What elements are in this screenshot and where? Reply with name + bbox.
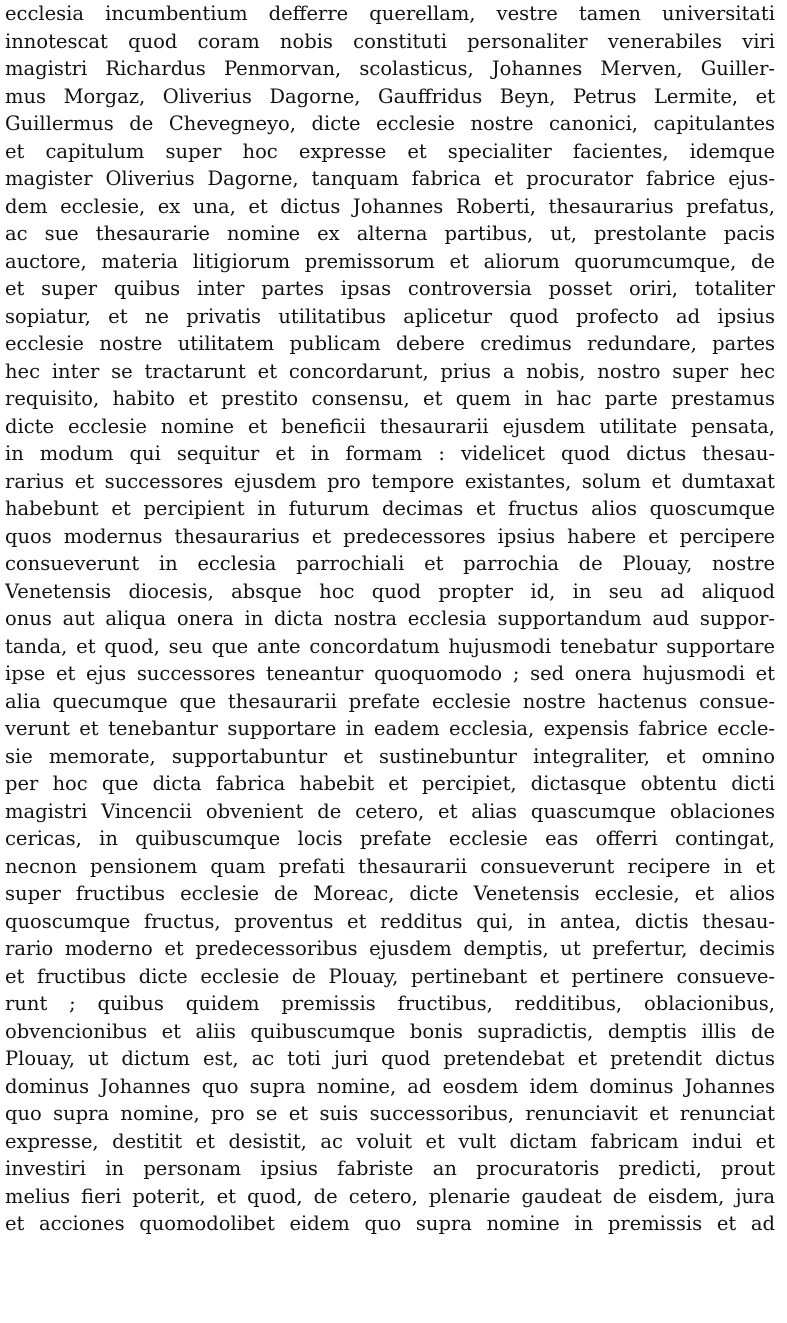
- text-line: consueverunt in ecclesia parrochiali et parrochia de Plouay, nostre: [5, 552, 775, 575]
- text-line: mus Morgaz, Oliverius Dagorne, Gauffridus Beyn, Petrus Lermite, et: [5, 84, 775, 108]
- text-line: rario moderno et predecessoribus ejusdem demptis, ut prefertur, decimis: [5, 937, 775, 960]
- text-line: magistri Richardus Penmorvan, scolasticus, Johannes Merven, Guiller-: [5, 57, 775, 80]
- text-line: habebunt et percipient in futurum decimas et fructus alios quoscumque: [5, 497, 775, 520]
- text-line: et capitulum super hoc expresse et specialiter facientes, idemque: [5, 139, 775, 163]
- text-line: ecclesie nostre utilitatem publicam debere credimus redundare, partes: [5, 332, 775, 355]
- text-line: melius fieri poterit, et quod, de cetero, plenarie gaudeat de eisdem, jura: [5, 1184, 775, 1208]
- text-line: quoscumque fructus, proventus et redditus qui, in antea, dictis thesau-: [5, 909, 775, 933]
- text-line: magister Oliverius Dagorne, tanquam fabrica et procurator fabrice ejus-: [5, 167, 775, 190]
- text-line: investiri in personam ipsius fabriste an procuratoris predicti, prout: [5, 1157, 775, 1180]
- text-line: quo supra nomine, pro se et suis successoribus, renunciavit et renunciat: [5, 1102, 775, 1125]
- text-line: et super quibus inter partes ipsas controversia posset oriri, totaliter: [5, 277, 775, 300]
- text-line: Guillermus de Chevegneyo, dicte ecclesie nostre canonici, capitulantes: [5, 112, 775, 135]
- text-line: Plouay, ut dictum est, ac toti juri quod pretendebat et pretendit dictus: [5, 1047, 775, 1070]
- text-line: cericas, in quibuscumque locis prefate ecclesie eas offerri contingat,: [5, 827, 775, 850]
- text-line: runt ; quibus quidem premissis fructibus, redditibus, oblacionibus,: [5, 992, 775, 1015]
- text-line: verunt et tenebantur supportare in eadem ecclesia, expensis fabrice eccle-: [5, 717, 775, 740]
- text-line: rarius et successores ejusdem pro tempore existantes, solum et dumtaxat: [5, 469, 775, 493]
- text-line: per hoc que dicta fabrica habebit et percipiet, dictasque obtentu dicti: [5, 772, 775, 795]
- text-line: et fructibus dicte ecclesie de Plouay, pertinebant et pertinere consueve-: [5, 964, 775, 988]
- text-line: hec inter se tractarunt et concordarunt, prius a nobis, nostro super hec: [5, 359, 775, 383]
- text-line: tanda, et quod, seu que ante concordatum hujusmodi tenebatur supportare: [5, 634, 775, 658]
- text-line: alia quecumque que thesaurarii prefate ecclesie nostre hactenus consue-: [5, 689, 775, 713]
- text-line: ipse et ejus successores teneantur quoquomodo ; sed onera hujusmodi et: [5, 662, 775, 685]
- text-line: Venetensis diocesis, absque hoc quod propter id, in seu ad aliquod: [5, 579, 775, 603]
- text-line: et acciones quomodolibet eidem quo supra nomine in premissis et ad: [5, 1212, 775, 1235]
- text-line: super fructibus ecclesie de Moreac, dicte Venetensis ecclesie, et alios: [5, 882, 775, 905]
- text-line: ecclesia incumbentium defferre querellam, vestre tamen universitati: [5, 2, 775, 25]
- text-line: requisito, habito et prestito consensu, et quem in hac parte prestamus: [5, 387, 775, 410]
- text-line: sie memorate, supportabuntur et sustinebuntur integraliter, et omnino: [5, 744, 775, 768]
- text-line: onus aut aliqua onera in dicta nostra ecclesia supportandum aud suppor-: [5, 607, 775, 630]
- text-line: expresse, destitit et desistit, ac voluit et vult dictam fabricam indui et: [5, 1129, 775, 1153]
- text-line: magistri Vincencii obvenient de cetero, et alias quascumque oblaciones: [5, 799, 775, 823]
- text-line: dicte ecclesie nomine et beneficii thesaurarii ejusdem utilitate pensata,: [5, 414, 775, 438]
- text-line: quos modernus thesaurarius et predecessores ipsius habere et percipere: [5, 524, 775, 548]
- text-line: ac sue thesaurarie nomine ex alterna partibus, ut, prestolante pacis: [5, 222, 775, 245]
- text-line: dem ecclesie, ex una, et dictus Johannes Roberti, thesaurarius prefatus,: [5, 194, 775, 218]
- text-line: in modum qui sequitur et in formam : videlicet quod dictus thesau-: [5, 442, 775, 465]
- text-line: innotescat quod coram nobis constituti personaliter venerabiles viri: [5, 29, 775, 53]
- text-line: necnon pensionem quam prefati thesaurarii consueverunt recipere in et: [5, 854, 775, 878]
- text-line: sopiatur, et ne privatis utilitatibus aplicetur quod profecto ad ipsius: [5, 304, 775, 328]
- text-line: dominus Johannes quo supra nomine, ad eosdem idem dominus Johannes: [5, 1074, 775, 1098]
- text-line: auctore, materia litigiorum premissorum et aliorum quorumcumque, de: [5, 249, 775, 273]
- text-line: obvencionibus et aliis quibuscumque bonis supradictis, demptis illis de: [5, 1019, 775, 1043]
